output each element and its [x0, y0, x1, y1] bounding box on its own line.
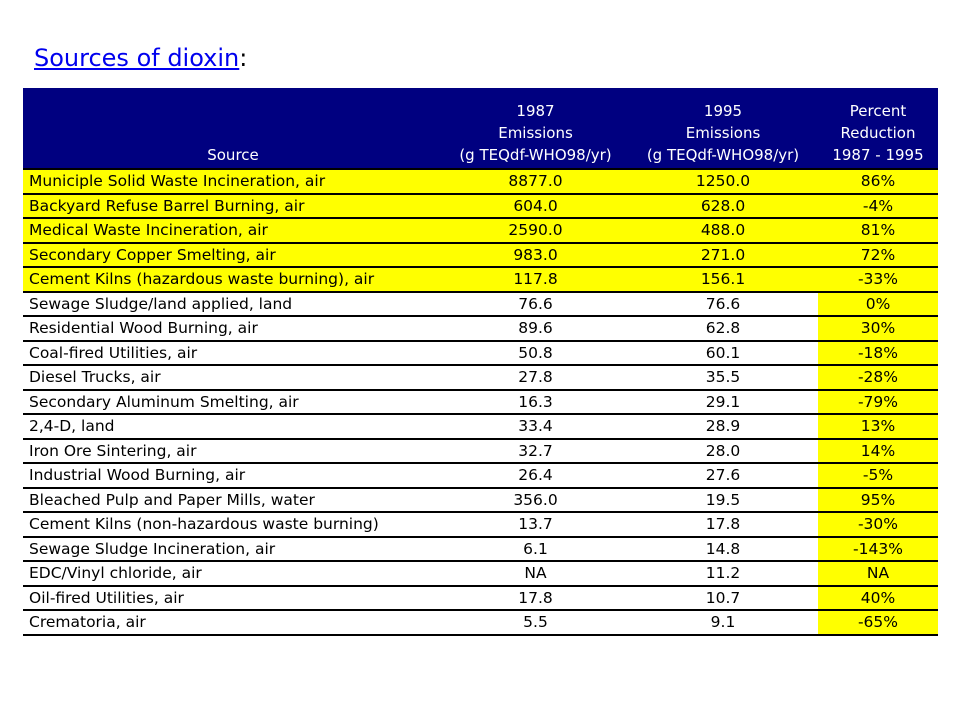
- cell-1995: 76.6: [628, 292, 818, 317]
- cell-1995: 11.2: [628, 561, 818, 586]
- table-row: [23, 512, 938, 537]
- cell-source: Cement Kilns (non-hazardous waste burning): [23, 512, 443, 537]
- cell-source: Industrial Wood Burning, air: [23, 463, 443, 488]
- table-row: [23, 414, 938, 439]
- cell-1987: 117.8: [443, 267, 628, 292]
- cell-source: Residential Wood Burning, air: [23, 316, 443, 341]
- cell-percent: NA: [818, 561, 938, 586]
- cell-source: Municiple Solid Waste Incineration, air: [23, 169, 443, 194]
- cell-percent: 40%: [818, 586, 938, 611]
- cell-percent: 72%: [818, 243, 938, 268]
- table-row: [23, 243, 938, 268]
- cell-1995: 9.1: [628, 610, 818, 635]
- header-1995-line: Emissions: [685, 124, 761, 142]
- cell-1987: 16.3: [443, 390, 628, 415]
- table-row: [23, 218, 938, 243]
- cell-percent: -5%: [818, 463, 938, 488]
- cell-percent: 0%: [818, 292, 938, 317]
- cell-source: Secondary Aluminum Smelting, air: [23, 390, 443, 415]
- cell-percent: 13%: [818, 414, 938, 439]
- header-1987-line: (g TEQdf-WHO98/yr): [459, 146, 612, 164]
- header-1987-line: 1987: [516, 102, 555, 120]
- cell-percent: -79%: [818, 390, 938, 415]
- cell-1995: 28.0: [628, 439, 818, 464]
- dioxin-sources-table-container: [23, 88, 938, 636]
- sources-of-dioxin-link[interactable]: Sources of dioxin: [34, 44, 240, 72]
- cell-source: 2,4-D, land: [23, 414, 443, 439]
- table-row: [23, 341, 938, 366]
- cell-source: Secondary Copper Smelting, air: [23, 243, 443, 268]
- table-row: [23, 463, 938, 488]
- cell-percent: 81%: [818, 218, 938, 243]
- cell-source: EDC/Vinyl chloride, air: [23, 561, 443, 586]
- cell-percent: -65%: [818, 610, 938, 635]
- cell-1995: 488.0: [628, 218, 818, 243]
- table-row: [23, 586, 938, 611]
- table-row: [23, 439, 938, 464]
- header-source: Source: [23, 88, 443, 169]
- cell-1995: 35.5: [628, 365, 818, 390]
- header-1995-line: 1995: [703, 102, 743, 120]
- cell-1995: 14.8: [628, 537, 818, 562]
- cell-1995: 29.1: [628, 390, 818, 415]
- cell-source: Diesel Trucks, air: [23, 365, 443, 390]
- header-1995-line: (g TEQdf-WHO98/yr): [646, 146, 800, 164]
- table-row: [23, 537, 938, 562]
- table-row: [23, 316, 938, 341]
- cell-1987: 2590.0: [443, 218, 628, 243]
- cell-1987: NA: [443, 561, 628, 586]
- cell-1995: 60.1: [628, 341, 818, 366]
- page-title: [34, 42, 247, 74]
- cell-percent: -30%: [818, 512, 938, 537]
- cell-1995: 10.7: [628, 586, 818, 611]
- cell-1987: 17.8: [443, 586, 628, 611]
- cell-percent: 86%: [818, 169, 938, 194]
- table-row: [23, 488, 938, 513]
- dioxin-sources-table: [23, 88, 938, 636]
- table-header-row: [23, 88, 938, 169]
- header-pct-line: Reduction: [840, 124, 916, 142]
- cell-1987: 8877.0: [443, 169, 628, 194]
- cell-source: Sewage Sludge Incineration, air: [23, 537, 443, 562]
- cell-1995: 17.8: [628, 512, 818, 537]
- table-row: [23, 365, 938, 390]
- cell-source: Medical Waste Incineration, air: [23, 218, 443, 243]
- cell-percent: -143%: [818, 537, 938, 562]
- cell-1987: 27.8: [443, 365, 628, 390]
- cell-1995: 19.5: [628, 488, 818, 513]
- table-row: [23, 390, 938, 415]
- cell-source: Backyard Refuse Barrel Burning, air: [23, 194, 443, 219]
- cell-1987: 356.0: [443, 488, 628, 513]
- cell-1995: 271.0: [628, 243, 818, 268]
- cell-source: Iron Ore Sintering, air: [23, 439, 443, 464]
- cell-percent: -33%: [818, 267, 938, 292]
- cell-1987: 89.6: [443, 316, 628, 341]
- cell-percent: 30%: [818, 316, 938, 341]
- table-row: [23, 561, 938, 586]
- cell-percent: -28%: [818, 365, 938, 390]
- header-1987-line: Emissions: [498, 124, 573, 142]
- cell-1995: 62.8: [628, 316, 818, 341]
- header-pct-line: Percent: [849, 102, 907, 120]
- cell-1987: 6.1: [443, 537, 628, 562]
- cell-1987: 13.7: [443, 512, 628, 537]
- cell-source: Sewage Sludge/land applied, land: [23, 292, 443, 317]
- cell-1987: 33.4: [443, 414, 628, 439]
- cell-1987: 983.0: [443, 243, 628, 268]
- cell-percent: -4%: [818, 194, 938, 219]
- table-row: [23, 169, 938, 194]
- cell-1987: 604.0: [443, 194, 628, 219]
- cell-1995: 628.0: [628, 194, 818, 219]
- table-row: [23, 267, 938, 292]
- title-colon: :: [239, 44, 248, 72]
- table-row: [23, 194, 938, 219]
- table-row: [23, 610, 938, 635]
- cell-1987: 76.6: [443, 292, 628, 317]
- cell-source: Bleached Pulp and Paper Mills, water: [23, 488, 443, 513]
- cell-1995: 156.1: [628, 267, 818, 292]
- cell-1987: 26.4: [443, 463, 628, 488]
- cell-percent: -18%: [818, 341, 938, 366]
- cell-source: Oil-fired Utilities, air: [23, 586, 443, 611]
- cell-source: Crematoria, air: [23, 610, 443, 635]
- cell-source: Coal-fired Utilities, air: [23, 341, 443, 366]
- cell-percent: 14%: [818, 439, 938, 464]
- cell-1987: 50.8: [443, 341, 628, 366]
- cell-1987: 32.7: [443, 439, 628, 464]
- cell-source: Cement Kilns (hazardous waste burning), air: [23, 267, 443, 292]
- header-percent-reduction: [818, 88, 938, 169]
- header-1987-emissions: [443, 88, 628, 169]
- cell-1987: 5.5: [443, 610, 628, 635]
- table-row: [23, 292, 938, 317]
- cell-1995: 1250.0: [628, 169, 818, 194]
- cell-percent: 95%: [818, 488, 938, 513]
- header-1995-emissions: [628, 88, 818, 169]
- cell-1995: 28.9: [628, 414, 818, 439]
- header-pct-line: 1987 - 1995: [832, 146, 924, 164]
- cell-1995: 27.6: [628, 463, 818, 488]
